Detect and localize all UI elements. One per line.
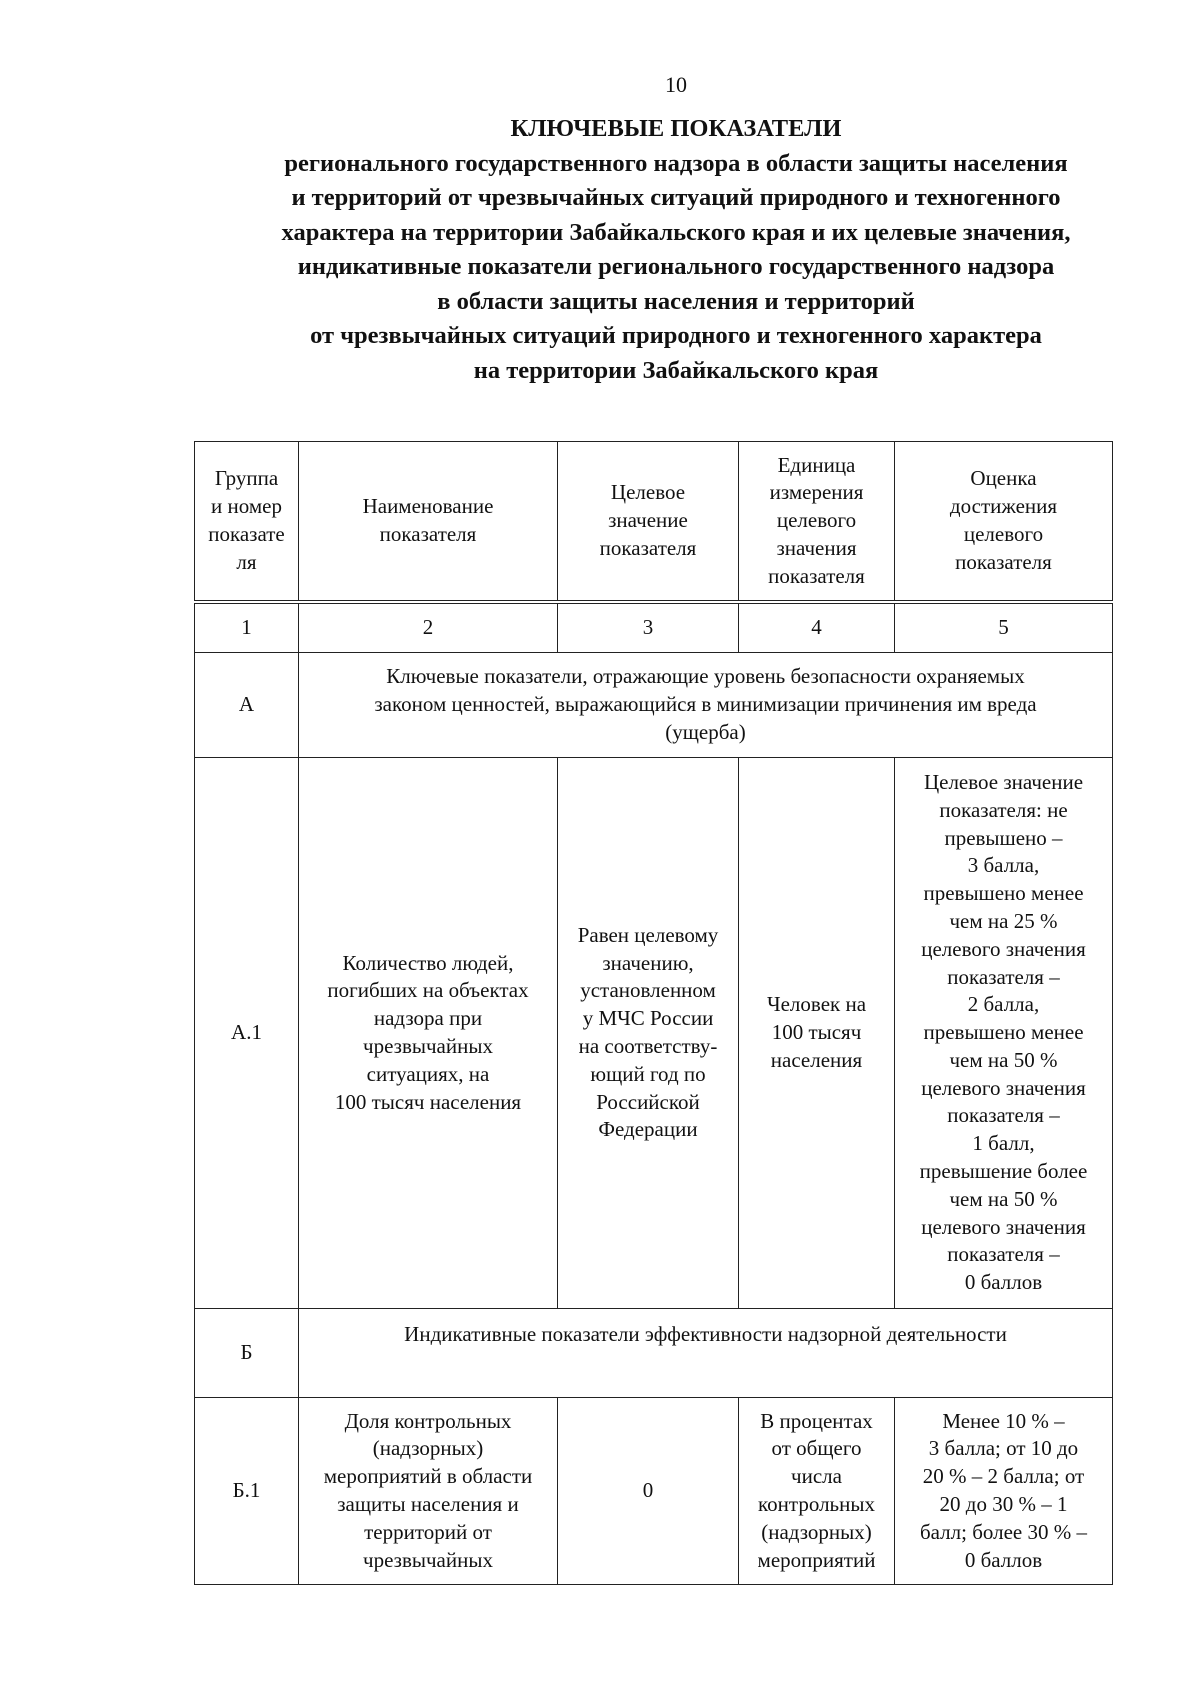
header-group-number: Группа и номер показате ля (195, 442, 299, 603)
indicator-unit: В процентах от общего числа контрольных (надзорных) мероприятий (739, 1398, 895, 1585)
indicator-assessment: Менее 10 % – 3 балла; от 10 до 20 % – 2 балла; от 20 до 30 % – 1 балл; более 30 % – 0 баллов (895, 1398, 1113, 1585)
table-row (195, 758, 1113, 1309)
indicator-target: 0 (558, 1398, 739, 1585)
heading-line: от чрезвычайных ситуаций природного и техногенного характера (310, 322, 1042, 349)
header-assessment: Оценка достижения целевого показателя (895, 442, 1113, 603)
heading-line: характера на территории Забайкальского края и их целевые значения, (281, 218, 1071, 246)
header-unit: Единица измерения целевого значения показателя (739, 442, 895, 603)
indicator-name: Количество людей, погибших на объектах надзора при чрезвычайных ситуациях, на 100 тысяч населения (299, 758, 558, 1309)
column-number: 4 (739, 602, 895, 653)
group-code: Б (195, 1309, 299, 1398)
indicator-name: Доля контрольных (надзорных) мероприятий в области защиты населения и территорий от чрезвычайных (299, 1398, 558, 1585)
header-target-value: Целевое значение показателя (558, 442, 739, 603)
group-description: Индикативные показатели эффективности надзорной деятельности (299, 1309, 1113, 1398)
group-description: Ключевые показатели, отражающие уровень безопасности охраняемых законом ценностей, выражающийся в минимизации причинения им вреда (ущерба) (299, 653, 1113, 758)
table-row (195, 1398, 1113, 1585)
column-number: 2 (299, 602, 558, 653)
column-number: 3 (558, 602, 739, 653)
indicator-target: Равен целевому значению, установленном у МЧС России на соответству- ющий год по Российской Федерации (558, 758, 739, 1309)
header-indicator-name: Наименование показателя (299, 442, 558, 603)
page-number: 10 (665, 72, 687, 97)
indicator-unit: Человек на 100 тысяч населения (739, 758, 895, 1309)
group-row-a (195, 653, 1113, 758)
column-number: 5 (895, 602, 1113, 653)
indicator-code: Б.1 (195, 1398, 299, 1585)
column-number: 1 (195, 602, 299, 653)
heading-line: регионального государственного надзора в области защиты населения (284, 149, 1068, 177)
group-code: А (195, 653, 299, 758)
column-number-row (195, 602, 1113, 653)
document-title: КЛЮЧЕВЫЕ ПОКАЗАТЕЛИ (510, 115, 842, 142)
indicator-code: А.1 (195, 758, 299, 1309)
heading-line: в области защиты населения и территорий (437, 287, 915, 315)
indicators-table (194, 441, 1113, 1585)
heading-line: на территории Забайкальского края (473, 356, 879, 384)
table-header-row (195, 442, 1113, 603)
group-row-b (195, 1309, 1113, 1398)
indicator-assessment: Целевое значение показателя: не превышено – 3 балла, превышено менее чем на 25 % целевого значения показателя – 2 балла, превышено менее чем на 50 % целевого значения показателя – 1 балл, превышение более чем на 50 % целевого значения показателя – 0 баллов (895, 758, 1113, 1309)
heading-line: индикативные показатели регионального государственного надзора (297, 253, 1055, 280)
document-heading (150, 112, 1200, 388)
heading-line: и территорий от чрезвычайных ситуаций природного и техногенного (291, 184, 1061, 211)
